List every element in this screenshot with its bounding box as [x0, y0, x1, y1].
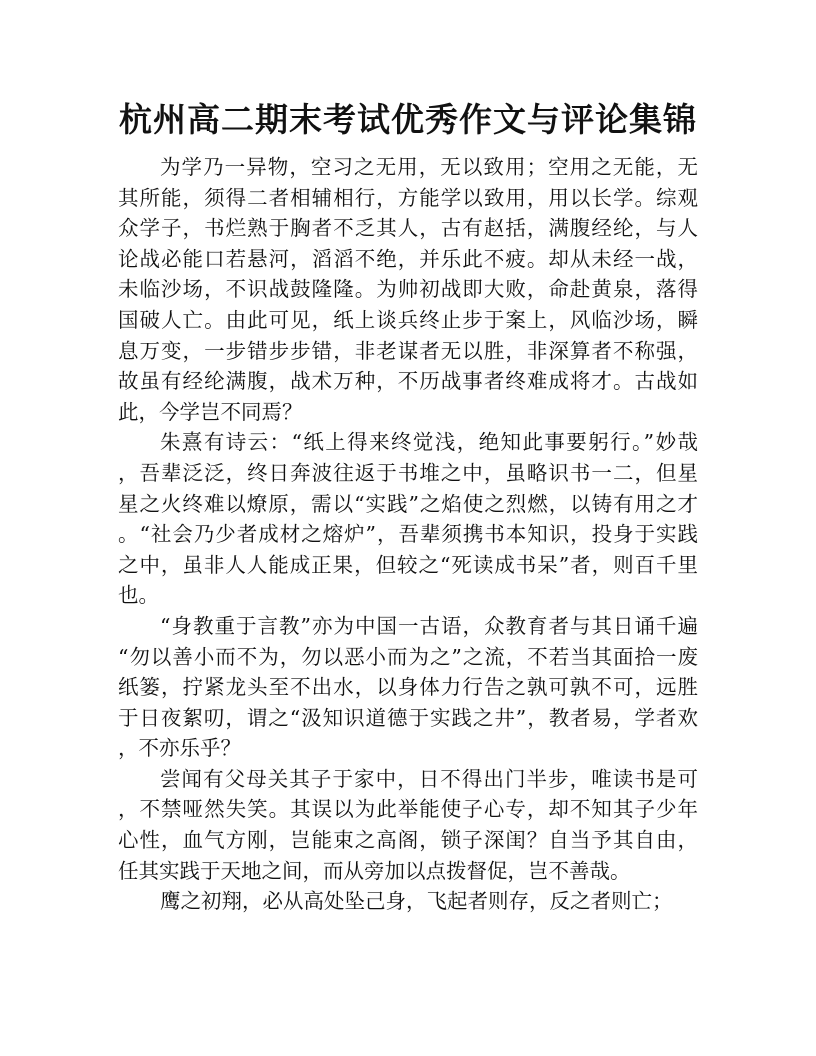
- document-title: 杭州高二期末考试优秀作文与评论集锦: [119, 100, 697, 139]
- text-line: ，不禁哑然失笑。其误以为此举能使子心专，却不知其子少年: [118, 797, 698, 822]
- text-line: 众学子，书烂熟于胸者不乏其人，古有赵括，满腹经纶，与人: [118, 216, 698, 241]
- text-line: 于日夜絮叨，谓之“汲知识道德于实践之井”，教者易，学者欢: [118, 705, 698, 730]
- text-line: 任其实践于天地之间，而从旁加以点拨督促，岂不善哉。: [118, 858, 631, 883]
- text-line: 心性，血气方刚，岂能束之高阁，锁子深闺？自当予其自由，: [118, 828, 698, 853]
- text-line: 之中，虽非人人能成正果，但较之“死读成书呆”者，则百千里: [118, 552, 698, 577]
- text-line: 为学乃一异物，空习之无用，无以致用；空用之无能，无: [160, 155, 698, 179]
- text-line: “身教重于言教”亦为中国一古语，众教育者与其日诵千遍: [160, 613, 698, 638]
- text-line: 纸篓，拧紧龙头至不出水，以身体力行告之孰可孰不可，远胜: [118, 675, 698, 700]
- text-line: 。“社会乃少者成材之熔炉”，吾辈须携书本知识，投身于实践: [118, 522, 698, 547]
- text-line: 也。: [118, 583, 159, 608]
- text-line: 星之火终难以燎原，需以“实践”之焰使之烈燃，以铸有用之才: [118, 491, 698, 516]
- paragraph: [118, 427, 698, 611]
- text-line: 故虽有经纶满腹，战术万种，不历战事者终难成将才。古战如: [118, 369, 698, 394]
- paragraph: [118, 152, 698, 427]
- text-line: 朱熹有诗云：“纸上得来终觉浅，绝知此事要躬行。”妙哉: [160, 430, 698, 455]
- text-line: 其所能，须得二者相辅相行，方能学以致用，用以长学。综观: [118, 185, 698, 210]
- paragraph: [118, 764, 698, 886]
- text-line: 此，今学岂不同焉？: [118, 399, 303, 424]
- text-line: ，吾辈泛泛，终日奔波往返于书堆之中，虽略识书一二，但星: [118, 460, 698, 485]
- paragraph: [118, 886, 698, 917]
- text-line: “勿以善小而不为，勿以恶小而为之”之流，不若当其面拾一废: [118, 644, 698, 669]
- text-line: 息万变，一步错步步错，非老谋者无以胜，非深算者不称强，: [118, 338, 698, 363]
- document-body: [118, 152, 698, 917]
- text-line: 未临沙场，不识战鼓隆隆。为帅初战即大败，命赴黄泉，落得: [118, 277, 698, 302]
- text-line: ，不亦乐乎？: [118, 736, 241, 761]
- text-line: 尝闻有父母关其子于家中，日不得出门半步，唯读书是可: [160, 766, 698, 791]
- paragraph: [118, 611, 698, 764]
- text-line: 鹰之初翔，必从高处坠己身，飞起者则存，反之者则亡；: [160, 889, 673, 914]
- text-line: 国破人亡。由此可见，纸上谈兵终止步于案上，风临沙场，瞬: [118, 307, 698, 332]
- text-line: 论战必能口若悬河，滔滔不绝，并乐此不疲。却从未经一战，: [118, 246, 698, 271]
